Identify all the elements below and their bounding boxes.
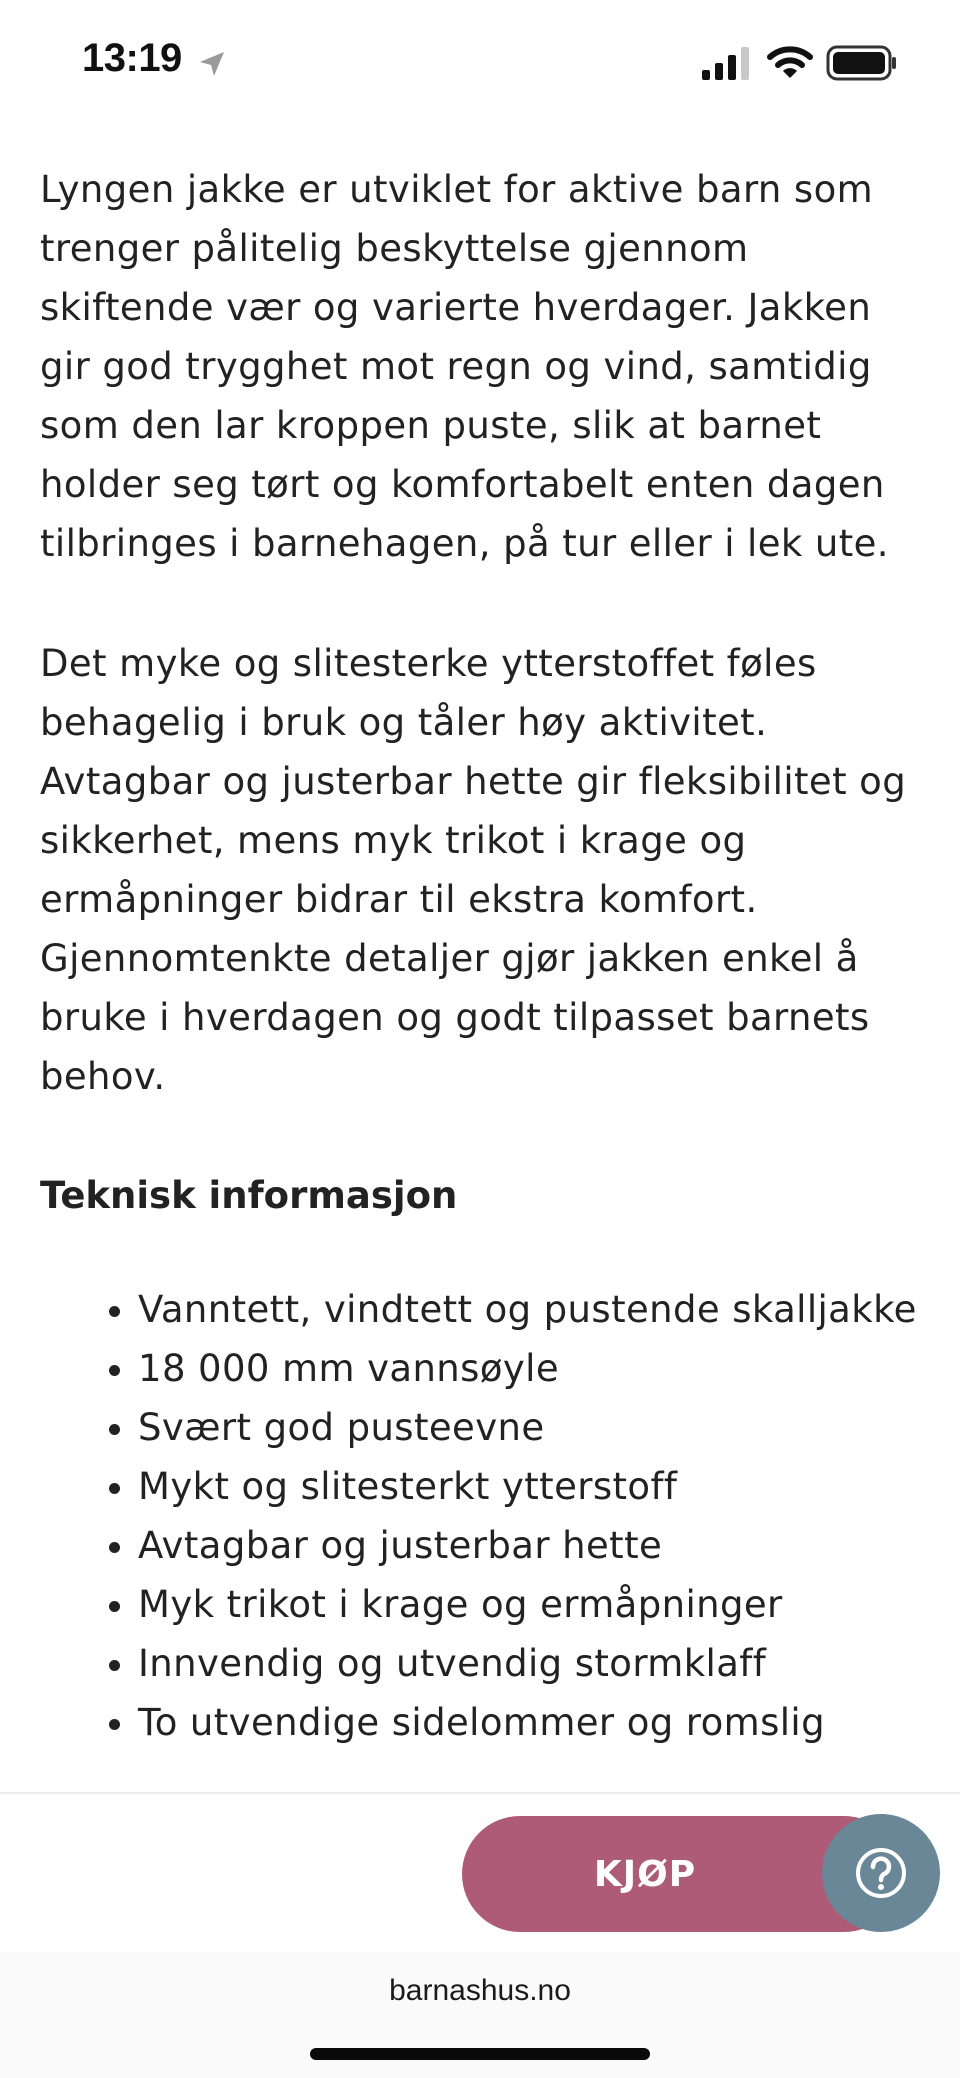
battery-icon: [826, 44, 898, 82]
browser-address-bar[interactable]: [0, 1952, 960, 2078]
list-item: • Innvendig og utvendig stormklaff: [138, 1634, 920, 1693]
status-bar: [0, 0, 960, 120]
help-button[interactable]: [822, 1814, 940, 1932]
url-text[interactable]: barnashus.no: [389, 1974, 571, 2007]
description-paragraph: Det myke og slitesterke ytterstoffet føles behagelig i bruk og tåler høy aktivitet. Avtagbar og justerbar hette gir fleksibilitet og sikkerhet, mens myk trikot i krage og ermåpninger bidrar til ekstra komfort. Gjennomtenkte detaljer gjør jakken enkel å bruke i hverdagen og godt tilpasset barnets behov.: [40, 642, 907, 1098]
list-item: • 18 000 mm vannsøyle: [138, 1339, 920, 1398]
list-item: • Mykt og slitesterkt ytterstoff: [138, 1457, 920, 1516]
status-time: 13:19: [82, 36, 182, 80]
question-circle-icon: [855, 1847, 907, 1899]
list-item: • To utvendige sidelommer og romslig: [138, 1693, 920, 1752]
list-item: • Avtagbar og justerbar hette: [138, 1516, 920, 1575]
list-item: • Myk trikot i krage og ermåpninger: [138, 1575, 920, 1634]
wifi-icon: [766, 44, 814, 82]
buy-button[interactable]: KJØP: [462, 1816, 902, 1932]
description-paragraph: Lyngen jakke er utviklet for aktive barn som trenger pålitelig beskyttelse gjennom skiftende vær og varierte hverdager. Jakken gir god trygghet mot regn og vind, samtidig som den lar kroppen puste, slik at barnet holder seg tørt og komfortabelt enten dagen tilbringes i barnehagen, på tur eller i lek ute.: [40, 168, 889, 565]
list-item: • Vanntett, vindtett og pustende skalljakke: [138, 1280, 920, 1339]
home-indicator[interactable]: [310, 2048, 650, 2060]
location-arrow-icon: [196, 48, 228, 80]
list-item: • Svært god pusteevne: [138, 1398, 920, 1457]
cellular-signal-icon: [700, 46, 752, 80]
technical-info-list: [40, 1280, 920, 1752]
technical-info-heading: Teknisk informasjon: [40, 1174, 458, 1217]
product-description: [0, 120, 960, 1792]
buy-bar: [0, 1792, 960, 1954]
